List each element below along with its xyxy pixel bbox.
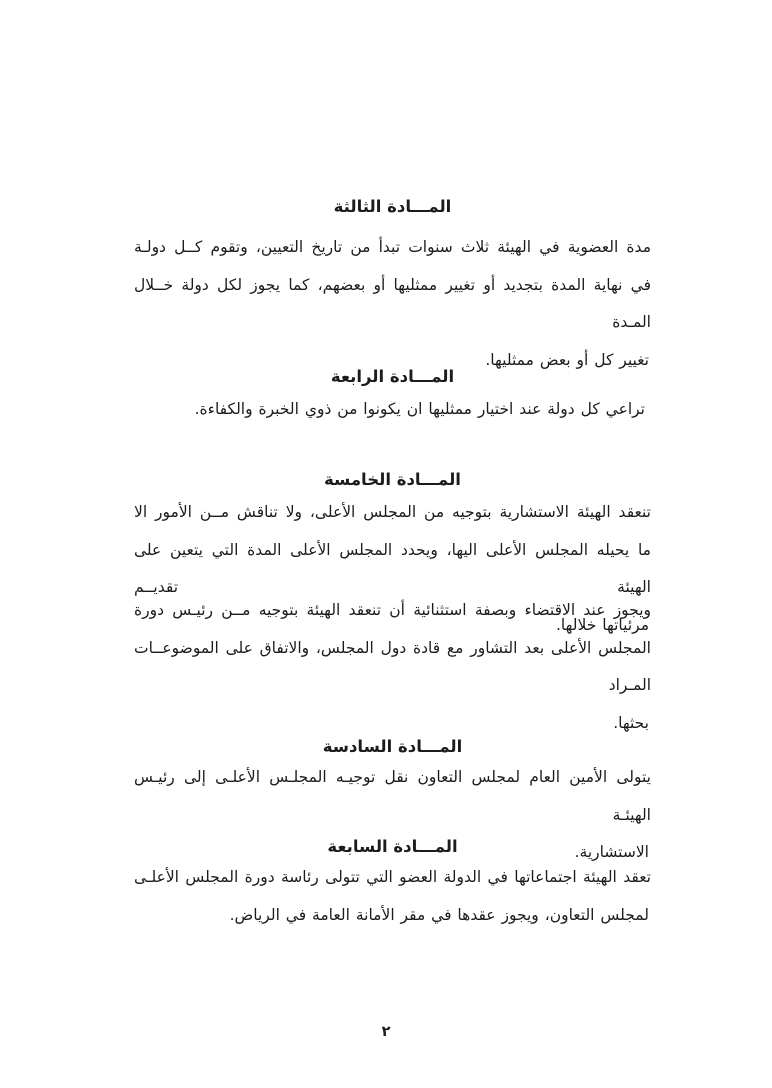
text-line: بحثها.: [613, 713, 649, 732]
text-line: ما يحيله المجلس الأعلى اليها، ويحدد المجلس الأعلى المدة التي يتعين على الهيئة تقديــم: [134, 540, 651, 596]
text-line: ويجوز عند الاقتضاء وبصفة استثنائية أن تنعقد الهيئة بتوجيه مــن رئيـس دورة: [134, 601, 651, 619]
article-4-heading: المـــادة الرابعة: [330, 367, 455, 386]
article-3-heading: المـــادة الثالثة: [333, 197, 452, 216]
text-line: في نهاية المدة بتجديد أو تغيير ممثليها أو بعضهم، كما يجوز لكل دولة خــلال المـدة: [134, 275, 651, 331]
text-line: لمجلس التعاون، ويجوز عقدها في مقر الأمانة العامة في الرياض.: [229, 905, 649, 924]
text-line: تراعي كل دولة عند اختيار ممثليها ان يكونوا من ذوي الخبرة والكفاءة.: [194, 400, 645, 418]
text-line: مرئياتها خلالها.: [555, 615, 649, 634]
article-5-paragraph-2: [134, 592, 651, 742]
article-7-paragraph-1: [134, 859, 651, 934]
text-line: تعقد الهيئة اجتماعاتها في الدولة العضو التي تتولى رئاسة دورة المجلس الأعلـى: [134, 868, 651, 886]
article-6-heading: المـــادة السادسة: [322, 737, 463, 756]
text-line: الاستشارية.: [574, 843, 649, 861]
text-line: المجلس الأعلى بعد التشاور مع قادة دول المجلس، والاتفاق على الموضوعــات المـراد: [134, 638, 651, 694]
text-line: مدة العضوية في الهيئة ثلاث سنوات تبدأ من تاريخ التعيين، وتقوم كــل دولـة: [134, 238, 651, 256]
article-3-paragraph-1: [134, 229, 651, 379]
article-7-heading: المـــادة السابعة: [327, 837, 458, 856]
page-number: ٢: [381, 1024, 391, 1040]
text-line: يتولى الأمين العام لمجلس التعاون نقل توجيـه المجلـس الأعلـى إلى رئيـس الهيئـة: [134, 768, 651, 824]
text-line: تغيير كل أو بعض ممثليها.: [485, 350, 649, 369]
article-5-heading: المـــادة الخامسة: [324, 470, 461, 489]
text-line: تنعقد الهيئة الاستشارية بتوجيه من المجلس الأعلى، ولا تناقش مــن الأمور الا: [134, 503, 651, 521]
article-4-paragraph-1: [134, 391, 651, 429]
